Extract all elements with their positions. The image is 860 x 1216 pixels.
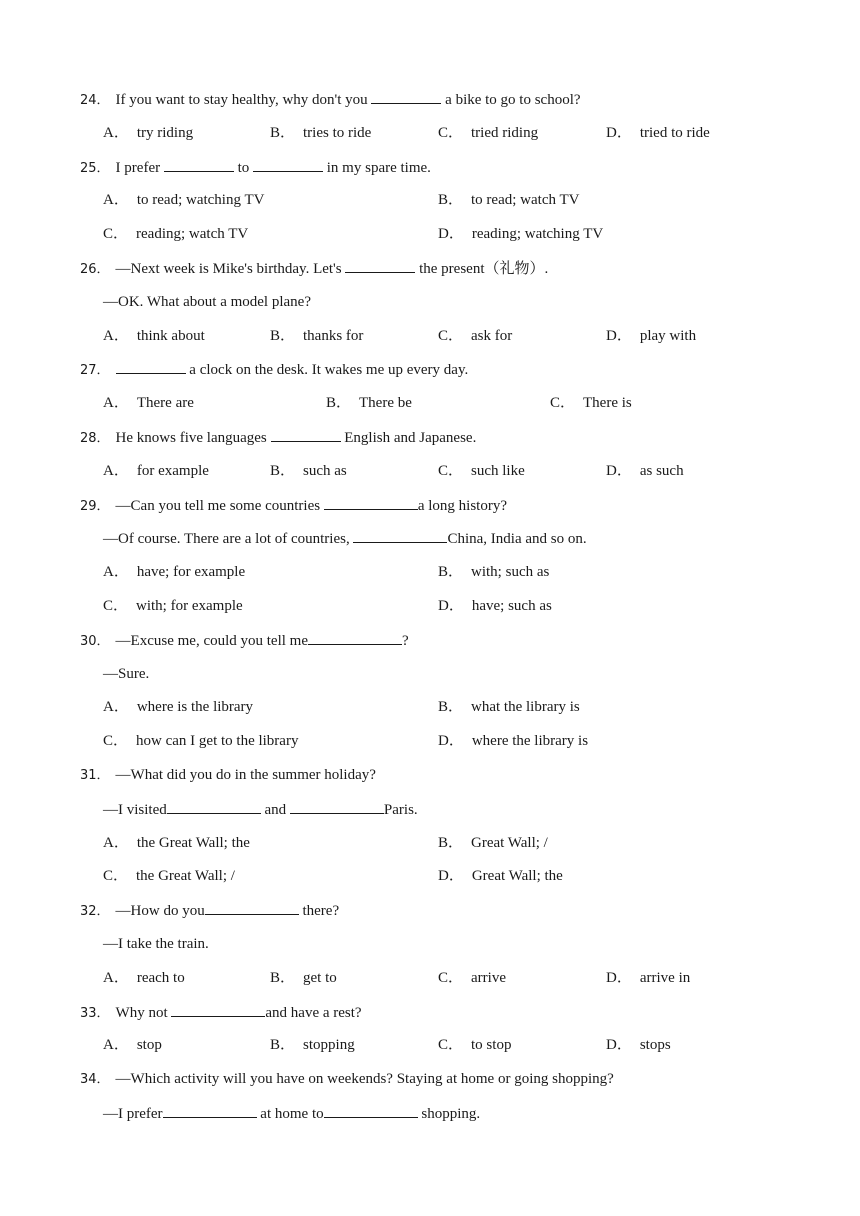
text-fragment: Why not	[115, 1004, 172, 1021]
options-row	[0, 696, 860, 718]
text-fragment: and	[260, 801, 290, 818]
option-letter: D．	[438, 598, 464, 614]
text-fragment: —I visited	[103, 801, 167, 818]
option-b	[438, 696, 580, 718]
option-b	[270, 325, 363, 347]
text-fragment: there?	[298, 903, 340, 920]
question-32	[80, 899, 339, 923]
answer-blank	[253, 156, 323, 172]
option-letter: B．	[438, 192, 464, 209]
option-text: tried to ride	[639, 124, 710, 141]
option-text: have; for example	[136, 564, 246, 581]
text-fragment: —Next week is Mike's birthday. Let's	[115, 261, 346, 277]
option-text: There is	[583, 395, 632, 412]
option-a	[103, 460, 209, 482]
option-d	[606, 460, 684, 482]
option-text: where is the library	[136, 699, 254, 716]
text-fragment: English and Japanese.	[340, 430, 477, 446]
option-text: stop	[136, 1037, 162, 1054]
option-letter: D．	[606, 462, 632, 479]
dialogue-reply: —OK. What about a model plane?	[103, 293, 311, 310]
answer-blank	[324, 494, 418, 510]
option-c	[438, 122, 538, 144]
text-fragment: at home to	[256, 1106, 324, 1122]
option-text: to stop	[471, 1037, 512, 1054]
text-fragment: shopping.	[417, 1106, 481, 1122]
question-text	[110, 767, 376, 783]
option-text: as such	[639, 462, 684, 479]
option-b	[438, 189, 579, 211]
question-text	[110, 261, 549, 277]
option-d	[438, 730, 588, 752]
option-text: There be	[359, 395, 412, 412]
option-text: reading; watching TV	[471, 226, 604, 243]
option-text: with; such as	[471, 564, 550, 581]
text-fragment: Paris.	[383, 801, 418, 818]
option-text: thanks for	[303, 327, 364, 344]
options-row	[0, 561, 860, 583]
question-text	[110, 430, 477, 446]
text-fragment: a bike to go to school?	[441, 92, 581, 108]
option-letter: C．	[103, 733, 129, 750]
question-text	[110, 362, 469, 378]
dialogue-line	[0, 663, 860, 685]
option-b	[270, 1034, 355, 1056]
text-fragment: ?	[402, 632, 409, 649]
answer-blank	[163, 1102, 257, 1118]
option-text: for example	[136, 462, 209, 479]
option-c	[103, 865, 235, 887]
option-text: There are	[136, 395, 194, 412]
answer-blank	[353, 527, 447, 543]
option-text: arrive	[471, 969, 506, 986]
question-stem	[0, 1001, 860, 1023]
text-fragment: —I prefer	[103, 1106, 163, 1122]
question-33	[80, 1001, 362, 1025]
question-stem	[0, 257, 860, 279]
options-row	[0, 392, 860, 414]
option-letter: D．	[606, 1037, 632, 1054]
question-text	[110, 903, 340, 919]
question-number: 34．	[80, 1072, 110, 1088]
option-letter: A．	[103, 834, 129, 851]
question-30	[80, 629, 409, 653]
dialogue-reply	[103, 1102, 480, 1125]
text-fragment: —Excuse me, could you tell me	[115, 632, 308, 649]
option-a	[103, 832, 250, 854]
option-letter: B．	[270, 462, 296, 479]
option-a	[103, 189, 264, 211]
option-letter: A．	[103, 1037, 129, 1054]
option-d	[606, 1034, 671, 1056]
options-row	[0, 189, 860, 211]
option-letter: D．	[438, 226, 464, 243]
option-b	[438, 561, 549, 583]
option-letter: C．	[438, 462, 464, 479]
option-letter: C．	[438, 969, 464, 986]
option-letter: B．	[438, 564, 464, 581]
dialogue-line	[0, 798, 860, 820]
dialogue-line	[0, 291, 860, 313]
dialogue-line	[0, 527, 860, 549]
option-d	[438, 595, 552, 617]
question-28	[80, 426, 476, 450]
option-text: where the library is	[471, 733, 589, 750]
options-row	[0, 223, 860, 245]
option-letter: D．	[606, 327, 632, 344]
question-stem	[0, 899, 860, 921]
question-number: 24．	[80, 93, 110, 108]
option-text: try riding	[136, 124, 194, 141]
question-number: 28．	[80, 431, 110, 446]
option-text: to read; watching TV	[136, 192, 265, 209]
option-d	[606, 122, 710, 144]
option-text: get to	[303, 969, 337, 986]
question-stem	[0, 494, 860, 516]
options-row	[0, 595, 860, 617]
text-fragment: —What did you do in the summer holiday?	[115, 767, 376, 783]
option-text: such like	[471, 462, 525, 479]
dialogue-reply	[103, 527, 587, 550]
option-c	[103, 595, 243, 617]
option-a	[103, 325, 205, 347]
option-a	[103, 122, 193, 144]
question-text	[110, 1005, 362, 1021]
question-stem	[0, 88, 860, 110]
text-fragment: He knows five languages	[115, 430, 271, 446]
option-letter: A．	[103, 395, 129, 412]
option-b	[270, 460, 347, 482]
question-29	[80, 494, 507, 518]
option-letter: C．	[550, 395, 576, 412]
option-letter: B．	[326, 395, 352, 412]
question-text	[110, 498, 507, 514]
option-text: play with	[639, 327, 697, 344]
question-number: 32．	[80, 904, 110, 920]
option-text: how can I get to the library	[136, 733, 299, 750]
option-letter: C．	[438, 327, 464, 344]
option-text: what the library is	[471, 699, 580, 716]
question-text	[110, 633, 409, 649]
option-text: have; such as	[471, 598, 552, 614]
option-b	[270, 967, 337, 989]
option-c	[438, 460, 525, 482]
answer-blank	[171, 1001, 265, 1017]
option-text: with; for example	[136, 598, 243, 614]
dialogue-line	[0, 933, 860, 955]
question-24	[80, 88, 581, 112]
option-a	[103, 392, 194, 414]
question-number: 29．	[80, 498, 110, 514]
question-stem	[0, 426, 860, 448]
option-letter: B．	[438, 834, 464, 851]
option-letter: C．	[103, 226, 129, 243]
dialogue-line	[0, 1102, 860, 1124]
question-number: 27．	[80, 363, 110, 379]
option-text: Great Wall; the	[471, 868, 563, 885]
question-stem	[0, 156, 860, 178]
text-fragment: and have a rest?	[265, 1004, 362, 1021]
text-fragment: —Which activity will you have on weekends? Staying at home or going shopping?	[115, 1071, 614, 1088]
option-letter: D．	[438, 868, 464, 885]
option-text: stopping	[303, 1037, 355, 1054]
answer-blank	[164, 156, 234, 172]
option-text: Great Wall; /	[471, 834, 548, 851]
option-letter: D．	[438, 733, 464, 750]
text-fragment: —Can you tell me some countries	[115, 497, 324, 514]
answer-blank	[167, 798, 261, 814]
option-a	[103, 967, 185, 989]
answer-blank	[371, 88, 441, 104]
options-row	[0, 832, 860, 854]
option-d	[606, 325, 696, 347]
option-letter: D．	[606, 969, 632, 986]
option-b	[438, 832, 548, 854]
option-text: arrive in	[639, 969, 691, 986]
question-25	[80, 156, 431, 180]
option-c	[438, 1034, 511, 1056]
option-letter: D．	[606, 124, 632, 141]
option-letter: A．	[103, 462, 129, 479]
text-fragment: —How do you	[115, 903, 205, 920]
option-a	[103, 1034, 162, 1056]
dialogue-reply: —Sure.	[103, 665, 150, 682]
option-b	[326, 392, 412, 414]
options-row	[0, 967, 860, 989]
option-a	[103, 561, 245, 583]
dialogue-reply: —I take the train.	[103, 936, 209, 952]
option-text: the Great Wall; the	[136, 834, 250, 851]
question-text	[110, 92, 581, 108]
option-text: tried riding	[471, 124, 539, 141]
option-c	[438, 967, 506, 989]
option-letter: C．	[438, 124, 464, 141]
option-letter: A．	[103, 192, 129, 209]
option-c	[103, 223, 248, 245]
question-stem	[0, 764, 860, 786]
option-text: reach to	[136, 969, 185, 986]
question-34	[80, 1068, 614, 1091]
options-row	[0, 122, 860, 144]
question-number: 31．	[80, 768, 110, 783]
option-c	[550, 392, 632, 414]
question-31	[80, 764, 376, 787]
options-row	[0, 460, 860, 482]
answer-blank	[271, 426, 341, 442]
text-fragment: a clock on the desk. It wakes me up every day.	[185, 362, 469, 379]
option-letter: A．	[103, 327, 129, 344]
answer-blank	[308, 629, 402, 645]
option-letter: B．	[270, 327, 296, 344]
option-d	[438, 223, 603, 245]
option-text: tries to ride	[303, 124, 372, 141]
text-fragment: I prefer	[115, 159, 164, 176]
options-row	[0, 865, 860, 887]
text-fragment: the present（礼物）.	[415, 261, 549, 277]
dialogue-reply	[103, 798, 418, 821]
question-27	[80, 358, 468, 382]
question-text	[110, 160, 431, 176]
option-letter: B．	[270, 124, 296, 141]
option-text: the Great Wall; /	[136, 868, 235, 885]
option-c	[438, 325, 512, 347]
answer-blank	[324, 1102, 418, 1118]
option-text: reading; watch TV	[136, 226, 249, 243]
option-d	[438, 865, 563, 887]
question-number: 25．	[80, 160, 110, 176]
option-text: think about	[136, 327, 205, 344]
option-letter: C．	[103, 868, 129, 885]
option-c	[103, 730, 298, 752]
text-fragment: —Of course. There are a lot of countries,	[103, 531, 354, 548]
answer-blank	[290, 798, 384, 814]
option-d	[606, 967, 690, 989]
option-text: such as	[303, 462, 347, 479]
option-text: to read; watch TV	[471, 192, 580, 209]
text-fragment: China, India and so on.	[447, 531, 587, 548]
question-number: 33．	[80, 1005, 110, 1021]
text-fragment: a long history?	[417, 497, 507, 514]
question-number: 30．	[80, 633, 110, 649]
answer-blank	[116, 358, 186, 374]
option-text: ask for	[471, 327, 513, 344]
question-stem	[0, 1068, 860, 1090]
option-letter: B．	[270, 969, 296, 986]
options-row	[0, 1034, 860, 1056]
options-row	[0, 325, 860, 347]
question-26	[80, 257, 548, 281]
option-letter: A．	[103, 699, 129, 716]
question-text	[110, 1071, 614, 1087]
option-letter: A．	[103, 564, 129, 581]
option-b	[270, 122, 371, 144]
option-a	[103, 696, 253, 718]
option-letter: B．	[438, 699, 464, 716]
option-letter: B．	[270, 1037, 296, 1054]
option-letter: A．	[103, 969, 129, 986]
answer-blank	[205, 899, 299, 915]
option-letter: C．	[438, 1037, 464, 1054]
text-fragment: in my spare time.	[323, 159, 431, 176]
text-fragment: to	[233, 159, 254, 176]
text-fragment: If you want to stay healthy, why don't you	[115, 92, 372, 108]
question-stem	[0, 358, 860, 380]
answer-blank	[345, 257, 415, 273]
option-letter: A．	[103, 124, 129, 141]
option-text: stops	[639, 1037, 671, 1054]
question-stem	[0, 629, 860, 651]
option-letter: C．	[103, 598, 129, 614]
options-row	[0, 730, 860, 752]
question-number: 26．	[80, 262, 110, 277]
